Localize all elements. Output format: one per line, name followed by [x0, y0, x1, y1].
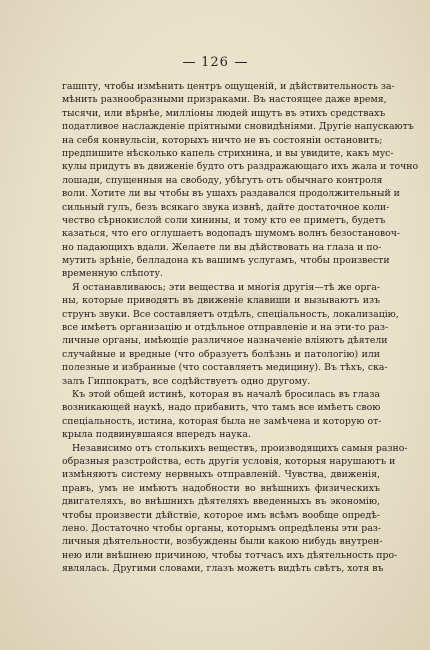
text-line: залъ Гиппократъ, все содѣйствуетъ одно другому. — [62, 375, 311, 387]
text-line: случайные и вредные (что образуетъ болѣзнь и патологію) или — [62, 348, 380, 360]
text-line: ны, которые приводятъ въ движеніе клавиши и вызываютъ изъ — [62, 295, 380, 307]
text-line: предпишите нѣсколько капель стрихнина, и вы увидите, какъ мус- — [62, 147, 394, 159]
paragraph — [62, 281, 399, 388]
text-line: полезные и избранные (что составляетъ медицину). Въ тѣхъ, ска- — [62, 362, 388, 374]
text-line: мутить зрѣніе, белладона къ вашимъ услугамъ, чтобы произвести — [62, 255, 390, 267]
text-line: являлась. Другими словами, глазъ можетъ видѣть свѣтъ, хотя въ — [62, 563, 384, 575]
text-line: все имѣетъ организацію и отдѣльное отправленіе и на эти-то раз- — [62, 322, 389, 334]
paragraph — [62, 80, 419, 281]
header-dash-left — [183, 62, 195, 63]
text-line: двигателяхъ, во внѣшнихъ дѣятеляхъ введенныхъ въ экономію, — [62, 496, 380, 508]
text-line: тысячи, или вѣрнѣе, милліоны людей ищутъ въ этихъ средствахъ — [62, 107, 386, 119]
text-line: возникающей наукѣ, надо прибавить, что тамъ все имѣетъ свою — [62, 402, 381, 414]
text-line: гашпту, чтобы измѣнить центръ ощущеній, и дѣйствительность за- — [62, 81, 395, 92]
text-line: лено. Достаточно чтобы органы, которымъ опредѣлены эти раз- — [62, 522, 382, 534]
text-line: податливое наслажденіе пріятными сновидѣніями. Другіе напускаютъ — [62, 121, 414, 133]
page-header — [0, 55, 430, 70]
text-line: личныя дѣятельности, возбуждены были какою нибудь внутрен- — [62, 536, 383, 548]
text-line: чтобы произвести дѣйствіе, которое имъ всѣмъ вообще опредѣ- — [62, 509, 380, 521]
text-line: кулы придутъ въ движеніе будто отъ раздражающаго ихъ жала и точно — [62, 161, 419, 173]
text-line: струнъ звуки. Все составляетъ отдѣлъ, спеціальность, локализацію, — [62, 308, 399, 320]
text-line: нею или внѣшнею причиною, чтобы тотчасъ ихъ дѣятельность про- — [62, 549, 398, 561]
page-body-text — [62, 80, 419, 575]
text-line: лошади, спущенныя на свободу, убѣгутъ отъ обычнаго контроля — [62, 174, 383, 186]
text-line: измѣняютъ систему нервныхъ отправленій. Чувства, движенія, — [62, 469, 380, 481]
page-number: 126 — [201, 55, 229, 70]
paragraph — [62, 388, 380, 442]
text-line: личные органы, имѣющіе различное назначеніе вліяютъ дѣятели — [62, 335, 388, 347]
text-line: Къ этой общей истинѣ, которая въ началѣ бросилась въ глаза — [72, 388, 380, 400]
text-line: временную слѣпоту. — [62, 268, 163, 280]
text-line: чество сѣрнокислой соли хинины, и тому кто ее приметъ, будетъ — [62, 214, 386, 226]
text-line: крыла подвинувшаяся впередъ наука. — [62, 429, 251, 441]
text-line: воли. Хотите ли вы чтобы въ ушахъ раздавался продолжительный и — [62, 188, 400, 200]
text-line: образныя разстройства, есть другія условія, которыя нарушаютъ и — [62, 455, 396, 467]
text-line: спеціальность, истина, которая была не замѣчена и которую от- — [62, 415, 382, 427]
text-line: казаться, что его оглушаетъ водопадъ шумомъ волнъ безостановоч- — [62, 228, 401, 240]
paragraph — [62, 442, 408, 576]
text-line: мѣнить разнообразными призраками. Въ настоящее даже время, — [62, 94, 387, 106]
text-line: на себя конвульсіи, которыхъ ничто не въ состояніи остановить; — [62, 134, 383, 146]
header-dash-right — [235, 62, 247, 63]
text-line: но падающихъ вдали. Желаете ли вы дѣйствовать на глаза и по- — [62, 241, 382, 253]
text-line: сильный гулъ, безъ всякаго звука извнѣ, дайте достаточное коли- — [62, 201, 390, 213]
text-line: Независимо отъ столькихъ веществъ, производящихъ самыя разно- — [72, 442, 408, 454]
text-line: Я останавливаюсь; эти вещества и многія другія—тѣ же орга- — [72, 281, 380, 293]
text-line: правъ, умъ не имѣютъ надобности во внѣшнихъ физическихъ — [62, 482, 380, 494]
